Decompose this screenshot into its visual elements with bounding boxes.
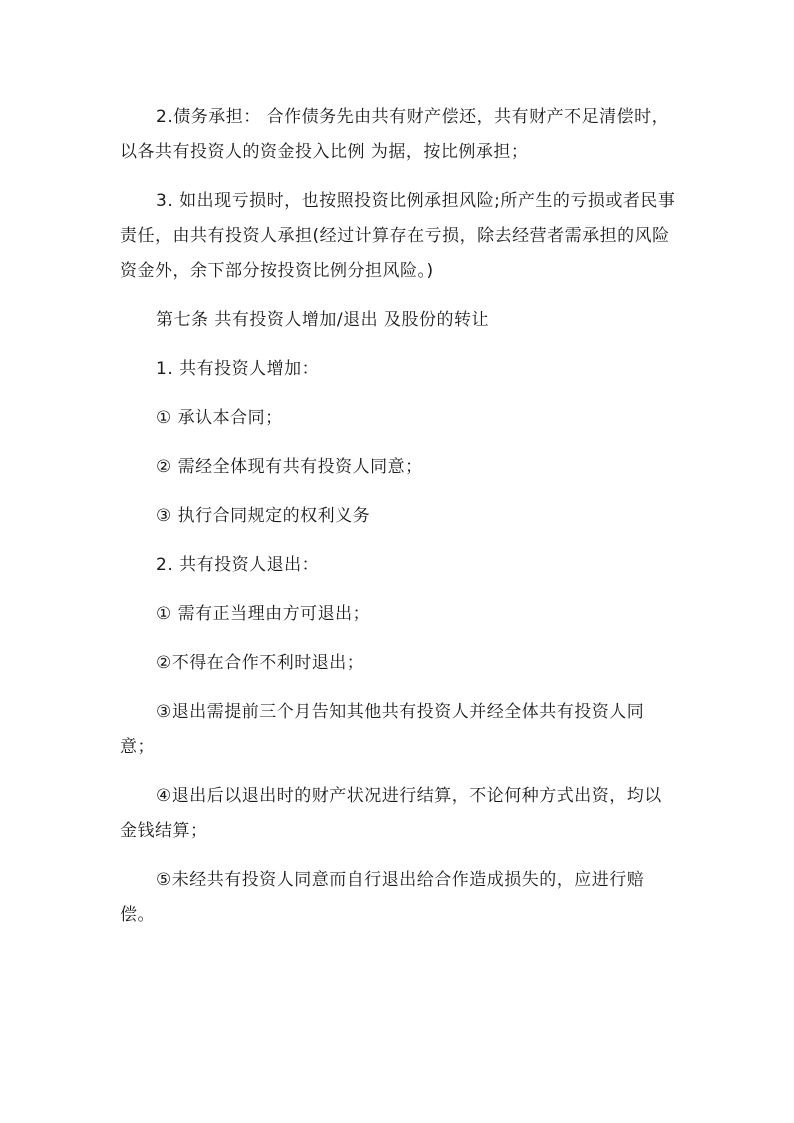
article-seven-heading: 第七条 共有投资人增加/退出 及股份的转让 (156, 310, 490, 330)
list-item: ③ 执行合同规定的权利义务 (156, 506, 371, 526)
list-item: ⑤未经共有投资人同意而自行退出给合作造成损失的，应进行赔偿。 (120, 870, 645, 925)
paragraph-investor-addition: 1. 共有投资人增加： (156, 359, 320, 379)
list-item: ② 需经全体现有共有投资人同意； (156, 457, 423, 477)
paragraph-investor-withdrawal: 2. 共有投资人退出： (156, 555, 320, 575)
list-item: ②不得在合作不利时退出； (156, 653, 365, 673)
list-item: ① 承认本合同； (156, 408, 283, 428)
paragraph-debt-bearing: 2.债务承担： 合作债务先由共有财产偿还，共有财产不足清偿时，以各共有投资人的资金投入比例 为据，按比例承担； (120, 107, 670, 162)
paragraph-loss-risk: 3. 如出现亏损时，也按照投资比例承担风险;所产生的亏损或者民事责任，由共有投资人承担(经过计算存在亏损，除去经营者需承担的风险资金外，余下部分按投资比例分担风险。) (120, 191, 676, 281)
document-body (120, 100, 676, 947)
list-item: ③退出需提前三个月告知其他共有投资人并经全体共有投资人同意； (120, 702, 645, 757)
list-item: ① 需有正当理由方可退出； (156, 604, 371, 624)
list-item: ④退出后以退出时的财产状况进行结算，不论何种方式出资，均以金钱结算； (120, 786, 662, 841)
